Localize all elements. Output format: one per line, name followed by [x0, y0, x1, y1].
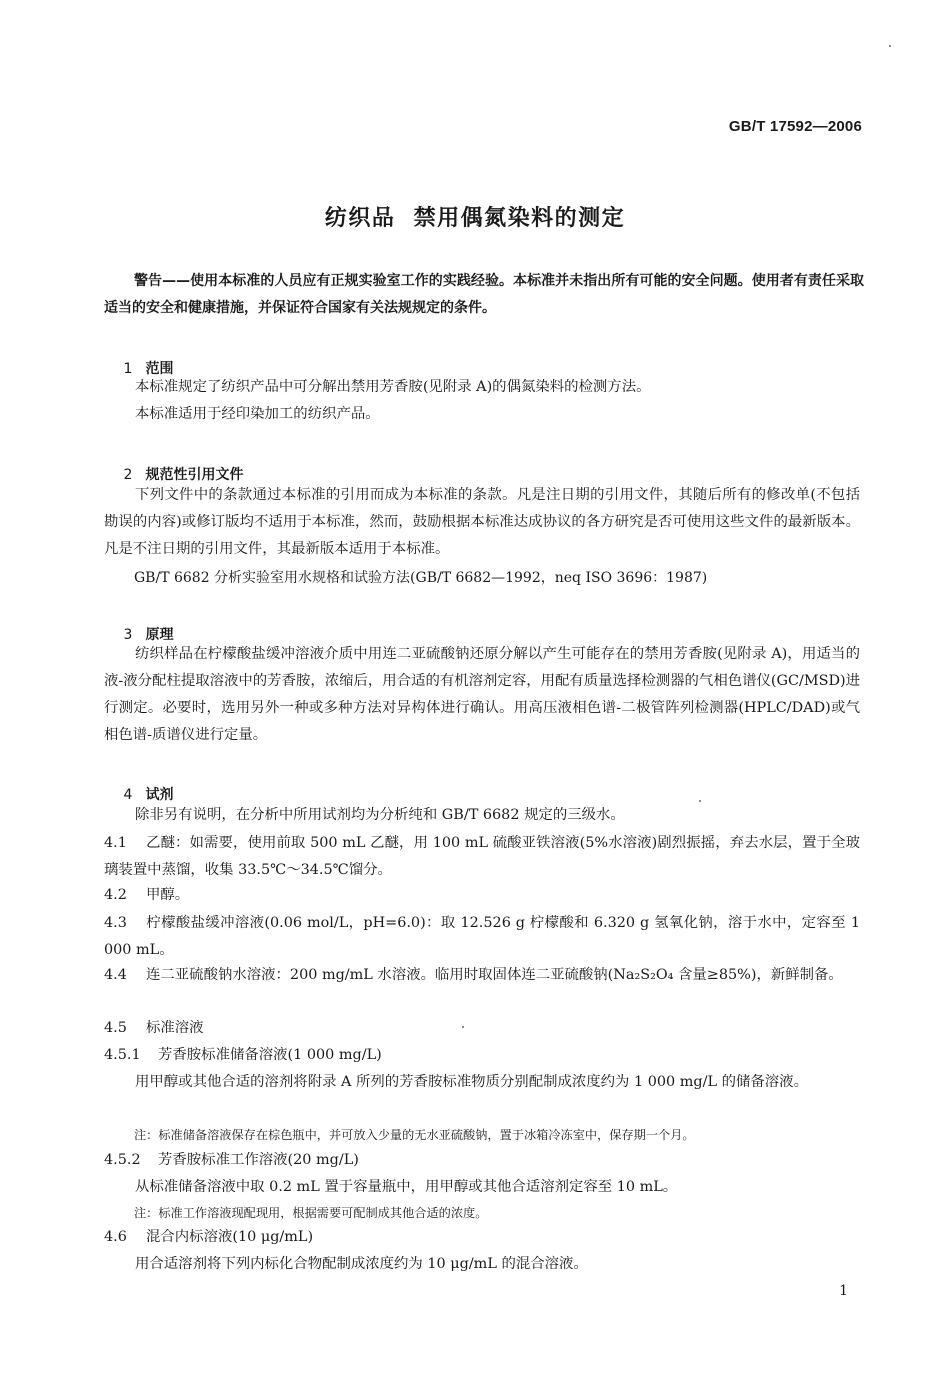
- item-number: 4.3: [104, 915, 127, 931]
- item-text: 标准溶液: [146, 1020, 204, 1036]
- section-title: 原理: [145, 627, 174, 643]
- note-4-5-1: 注：标准储备溶液保存在棕色瓶中，并可放入少量的无水亚硫酸钠，置于冰箱冷冻室中，保存期一个月。: [134, 1128, 695, 1142]
- item-number: 4.1: [104, 835, 127, 851]
- standard-number: GB/T 17592—2006: [728, 118, 862, 135]
- item-4-5-1-paragraph: 用甲醇或其他合适的溶剂将附录 A 所列的芳香胺标准物质分别配制成浓度约为 1 000 mg/L 的储备溶液。: [135, 1074, 808, 1090]
- reagent-item-4-1: [104, 830, 860, 884]
- item-number: 4.5: [104, 1020, 127, 1036]
- section-number: 3: [123, 627, 133, 643]
- item-text: 连二亚硫酸钠水溶液：200 mg/mL 水溶液。临用时取固体连二亚硫酸钠(Na₂S₂O₄ 含量≥85%)，新鲜制备。: [146, 967, 843, 983]
- scope-paragraph-2: 本标准适用于经印染加工的纺织产品。: [135, 406, 380, 422]
- item-number: 4.5.2: [104, 1152, 141, 1168]
- item-number: 4.6: [104, 1229, 127, 1245]
- reagent-item-4-2: [104, 882, 860, 909]
- document-title: 纺织品 禁用偶氮染料的测定: [324, 206, 626, 231]
- item-number: 4.4: [104, 967, 127, 983]
- page-number: 1: [839, 1283, 848, 1299]
- scope-paragraph-1: 本标准规定了纺织产品中可分解出禁用芳香胺(见附录 A)的偶氮染料的检测方法。: [135, 379, 651, 395]
- scan-speck: [889, 45, 891, 47]
- item-text: 芳香胺标准储备溶液(1 000 mg/L): [158, 1047, 382, 1063]
- section-title: 试剂: [145, 787, 174, 803]
- scan-speck: [699, 800, 701, 802]
- item-text: 芳香胺标准工作溶液(20 mg/L): [158, 1152, 359, 1168]
- reagent-item-4-3: [104, 910, 860, 964]
- note-4-5-2: 注：标准工作溶液现配现用，根据需要可配制成其他合适的浓度。: [134, 1206, 488, 1220]
- reagent-item-4-4: [104, 962, 860, 989]
- item-text: 乙醚：如需要，使用前取 500 mL 乙醚，用 100 mL 硫酸亚铁溶液(5%水溶液)剧烈振摇，弃去水层，置于全玻璃装置中蒸馏，收集 33.5℃～34.5℃馏分。: [104, 835, 860, 878]
- section-number: 1: [123, 361, 133, 377]
- item-4-5-2-paragraph: 从标准储备溶液中取 0.2 mL 置于容量瓶中，用甲醇或其他合适溶剂定容至 10 mL。: [135, 1179, 678, 1195]
- reagent-item-4-5-1: [104, 1042, 860, 1069]
- section-title: 规范性引用文件: [145, 467, 244, 483]
- references-paragraph: 下列文件中的条款通过本标准的引用而成为本标准的条款。凡是注日期的引用文件，其随后所有的修改单(不包括勘误的内容)或修订版均不适用于本标准，然而，鼓励根据本标准达成协议的各方研究是否可使用这些文件的最新版本。凡是不注日期的引用文件，其最新版本适用于本标准。: [104, 487, 860, 557]
- reagent-item-4-6: [104, 1224, 860, 1251]
- warning-paragraph: 警告——使用本标准的人员应有正规实验室工作的实践经验。本标准并未指出所有可能的安全问题。使用者有责任采取适当的安全和健康措施，并保证符合国家有关法规规定的条件。: [104, 273, 864, 316]
- reagent-item-4-5: [104, 1015, 860, 1042]
- section-number: 4: [123, 787, 133, 803]
- reference-entry: GB/T 6682 分析实验室用水规格和试验方法(GB/T 6682—1992，neq ISO 3696：1987): [134, 570, 708, 586]
- principle-paragraph: 纺织样品在柠檬酸盐缓冲溶液介质中用连二亚硫酸钠还原分解以产生可能存在的禁用芳香胺(见附录 A)，用适当的液-液分配柱提取溶液中的芳香胺，浓缩后，用合适的有机溶剂定容，用配有质量选择检测器的气相色谱仪(GC/MSD)进行测定。必要时，选用另外一种或多种方法对异构体进行确认。用高压液相色谱-二极管阵列检测器(HPLC/DAD)或气相色谱-质谱仪进行定量。: [104, 646, 860, 743]
- section-number: 2: [123, 467, 133, 483]
- item-number: 4.2: [104, 887, 127, 903]
- reagents-intro: 除非另有说明，在分析中所用试剂均为分析纯和 GB/T 6682 规定的三级水。: [135, 807, 625, 823]
- item-4-6-paragraph: 用合适溶剂将下列内标化合物配制成浓度约为 10 μg/mL 的混合溶液。: [135, 1256, 588, 1272]
- scan-speck: [462, 1026, 464, 1028]
- item-text: 甲醇。: [146, 887, 190, 903]
- item-text: 柠檬酸盐缓冲溶液(0.06 mol/L，pH=6.0)：取 12.526 g 柠檬酸和 6.320 g 氢氧化钠，溶于水中，定容至 1 000 mL。: [104, 915, 860, 958]
- item-number: 4.5.1: [104, 1047, 141, 1063]
- item-text: 混合内标溶液(10 μg/mL): [146, 1229, 314, 1245]
- reagent-item-4-5-2: [104, 1147, 860, 1174]
- section-title: 范围: [145, 361, 174, 377]
